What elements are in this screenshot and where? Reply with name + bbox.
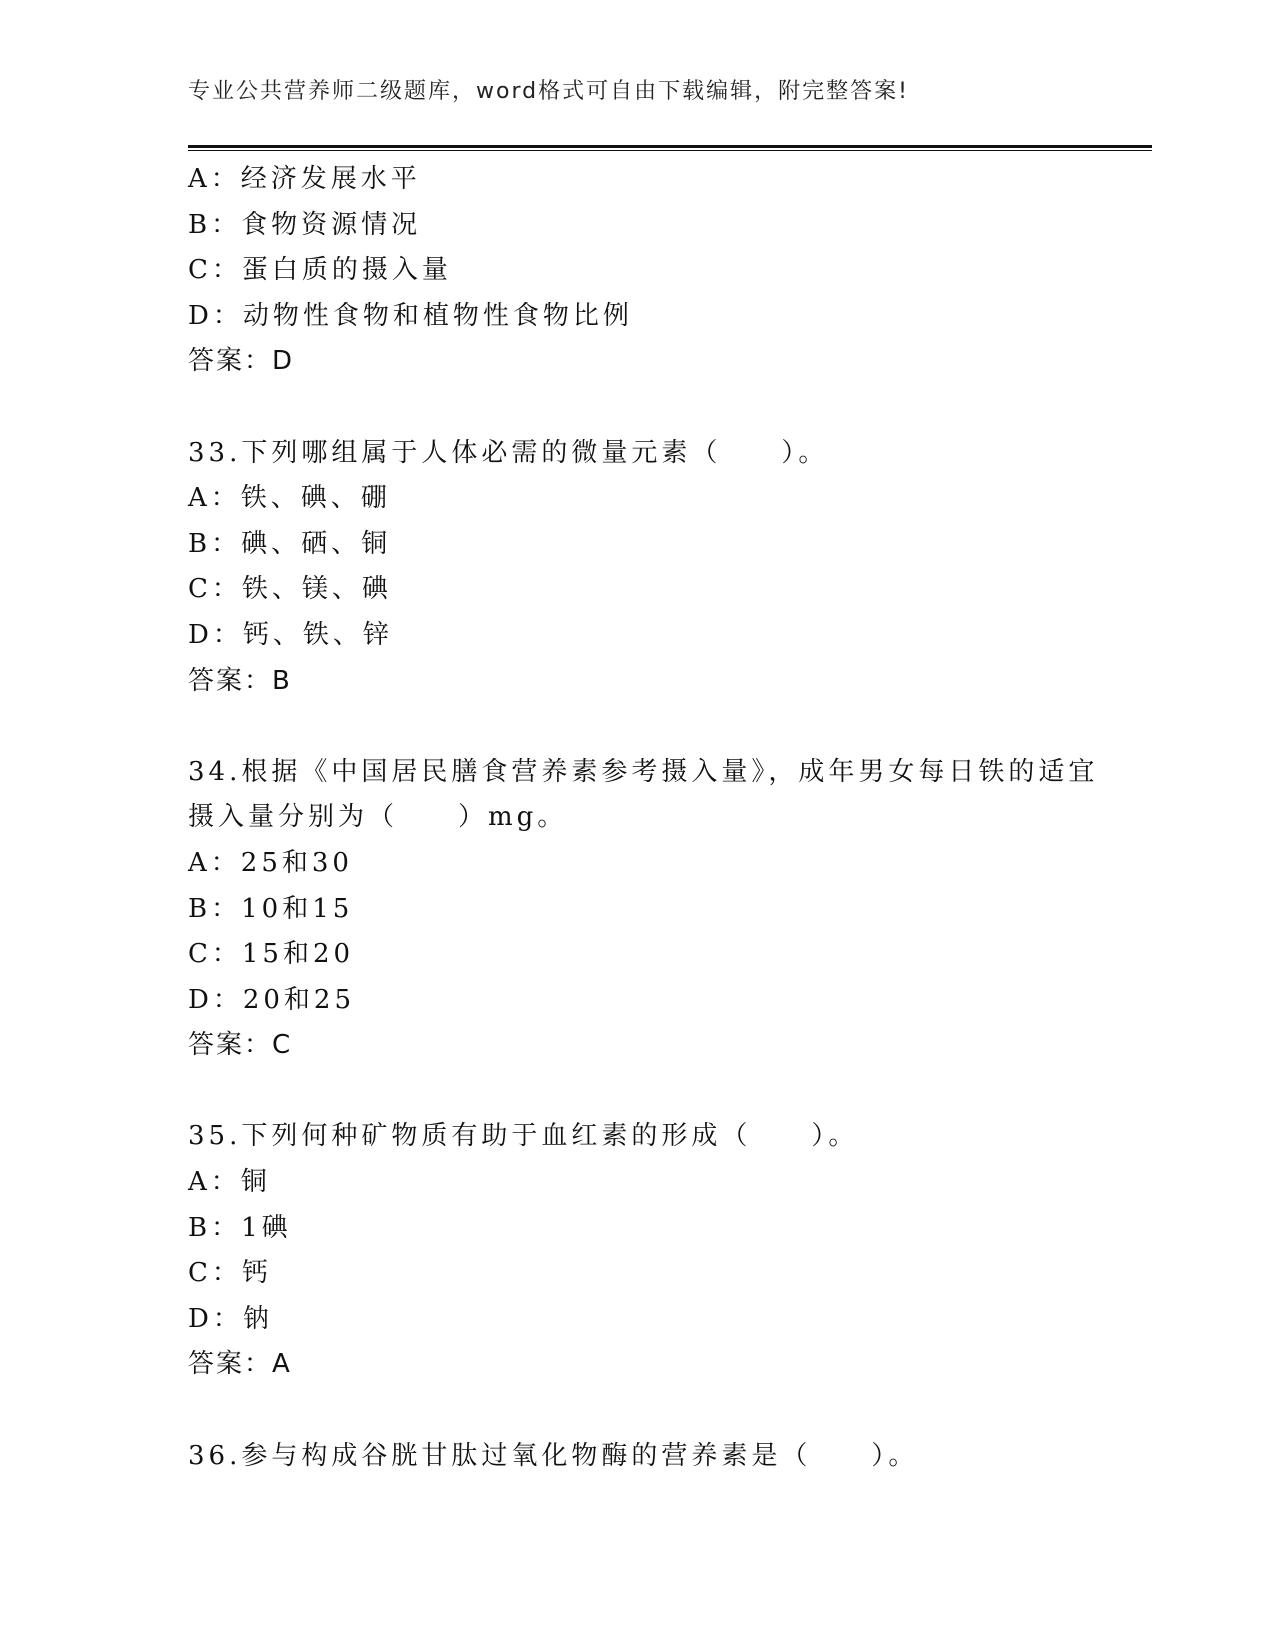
question-text: 35.下列何种矿物质有助于血红素的形成（ ）。: [188, 1121, 859, 1152]
option-b: B：1碘: [188, 1212, 292, 1243]
option-b: B：食物资源情况: [188, 209, 422, 240]
answer: 答案：A: [188, 1349, 292, 1380]
question-text: 33.下列哪组属于人体必需的微量元素（ ）。: [188, 437, 829, 468]
option-b: B：10和15: [188, 893, 354, 924]
question-list: [188, 157, 1152, 1479]
question-block: [188, 157, 1152, 385]
option-c: C：钙: [188, 1258, 272, 1289]
option-c: C：15和20: [188, 939, 355, 970]
answer: 答案：D: [188, 346, 295, 377]
option-d: D：动物性食物和植物性食物比例: [188, 300, 633, 331]
question-block: [188, 431, 1152, 705]
question-block: [188, 1434, 1152, 1480]
option-a: A：经济发展水平: [188, 164, 421, 194]
option-b: B：碘、硒、铜: [188, 528, 392, 559]
option-d: D：钙、铁、锌: [188, 619, 393, 650]
answer: 答案：C: [188, 1030, 293, 1061]
header-divider: [188, 145, 1152, 151]
option-d: D：20和25: [188, 984, 356, 1015]
question-text: 36.参与构成谷胱甘肽过氧化物酶的营养素是（ ）。: [188, 1440, 919, 1471]
option-d: D：钠: [188, 1303, 273, 1334]
question-text-continued: 摄入量分别为（ ）mg。: [188, 802, 568, 833]
option-c: C：蛋白质的摄入量: [188, 255, 452, 286]
question-block: [188, 750, 1152, 1069]
answer: 答案：B: [188, 665, 292, 696]
question-block: [188, 1114, 1152, 1388]
question-text: 34.根据《中国居民膳食营养素参考摄入量》，成年男女每日铁的适宜: [188, 756, 1099, 787]
option-a: A：铁、碘、硼: [188, 483, 391, 514]
option-a: A：25和30: [188, 847, 353, 878]
page-header: 专业公共营养师二级题库，word格式可自由下载编辑，附完整答案!: [188, 79, 909, 104]
option-a: A：铜: [188, 1167, 271, 1198]
option-c: C：铁、镁、碘: [188, 574, 392, 605]
